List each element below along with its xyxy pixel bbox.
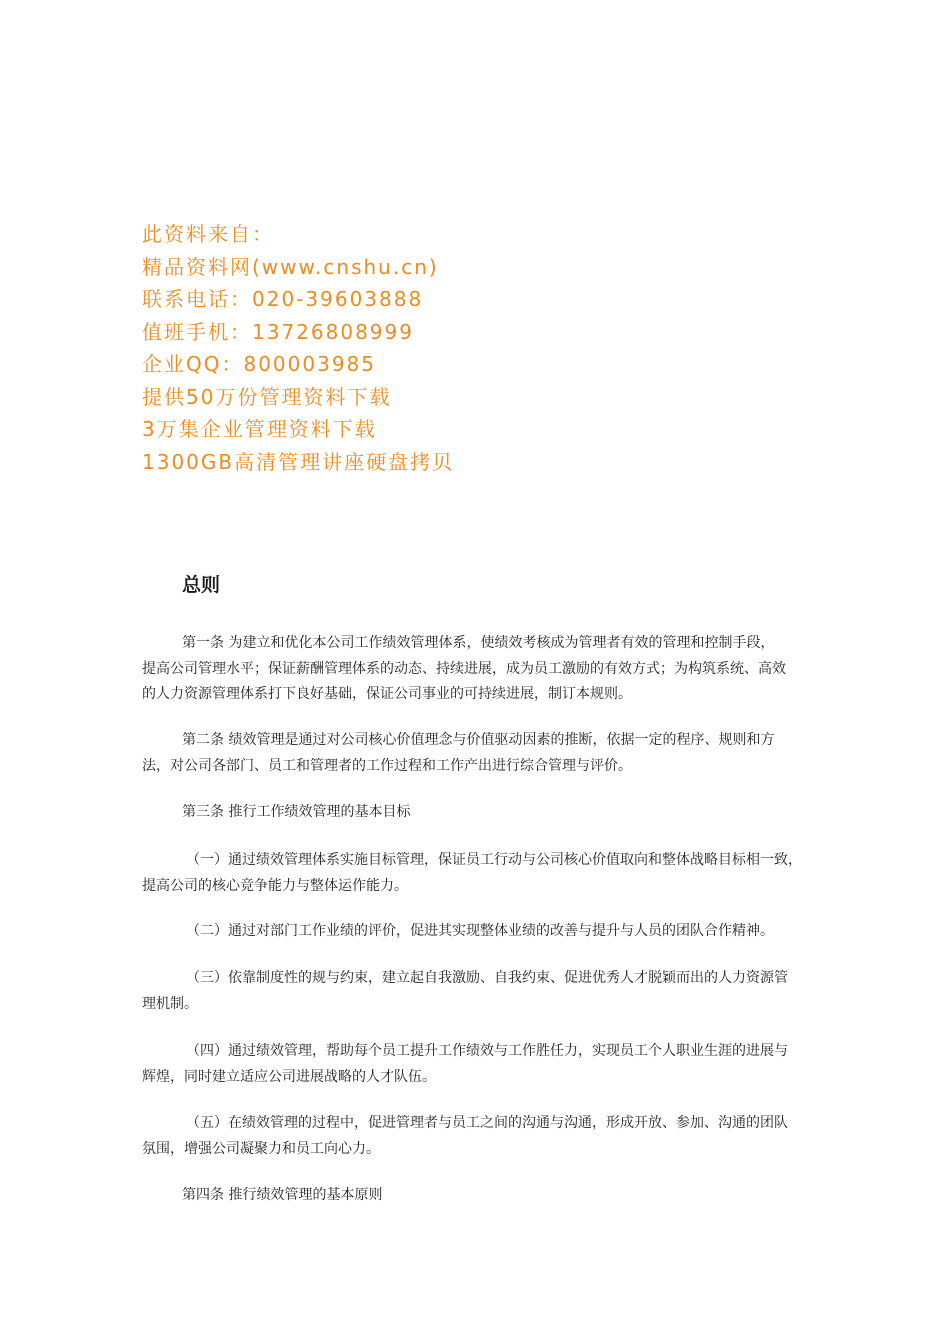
goal-4 [142, 1039, 818, 1090]
goal-5 [142, 1111, 818, 1162]
paragraph-line: 氛围，增强公司凝聚力和员工向心力。 [142, 1140, 380, 1157]
paragraph-line: 辉煌，同时建立适应公司进展战略的人才队伍。 [142, 1068, 436, 1085]
article-1 [142, 631, 818, 708]
paragraph-line: 第三条 推行工作绩效管理的基本目标 [182, 804, 411, 820]
section-title: 总则 [182, 574, 221, 596]
qq-line: 企业QQ：800003985 [142, 352, 377, 376]
phone-line: 联系电话：020-39603888 [142, 287, 424, 311]
paragraph-line: 第四条 推行绩效管理的基本原则 [182, 1187, 383, 1203]
paragraph-line: 的人力资源管理体系打下良好基础，保证公司事业的可持续进展，制订本规则。 [142, 686, 632, 702]
paragraph-line: 第一条 为建立和优化本公司工作绩效管理体系，使绩效考核成为管理者有效的管理和控制手段， [182, 635, 775, 651]
paragraph-line: （三）依靠制度性的规与约束，建立起自我激励、自我约束、促进优秀人才脱颖而出的人力资源管 [186, 970, 788, 986]
paragraph-line: （二）通过对部门工作业绩的评价，促进其实现整体业绩的改善与提升与人员的团队合作精神。 [186, 923, 774, 939]
paragraph-line: 提高公司的核心竞争能力与整体运作能力。 [142, 877, 408, 894]
paragraph-line: 提高公司管理水平；保证薪酬管理体系的动态、持续进展，成为员工激励的有效方式；为构筑系统、高效 [142, 660, 786, 677]
goal-1 [142, 848, 818, 899]
paragraph-line: （一）通过绩效管理体系实施目标管理，保证员工行动与公司核心价值取向和整体战略目标相一致， [186, 852, 802, 868]
source-notice [142, 218, 602, 478]
article-3-heading [142, 800, 818, 826]
article-4-heading [142, 1183, 818, 1209]
offer-line-3: 1300GB高清管理讲座硬盘拷贝 [142, 449, 455, 474]
paragraph-line: （五）在绩效管理的过程中，促进管理者与员工之间的沟通与沟通，形成开放、参加、沟通的团队 [186, 1115, 788, 1131]
source-notice-line: 此资料来自： [142, 222, 274, 246]
paragraph-line: 法，对公司各部门、员工和管理者的工作过程和工作产出进行综合管理与评价。 [142, 757, 632, 774]
article-2 [142, 728, 818, 779]
paragraph-line: （四）通过绩效管理，帮助每个员工提升工作绩效与工作胜任力，实现员工个人职业生涯的进展与 [186, 1043, 788, 1059]
goal-3 [142, 966, 818, 1017]
offer-line-2: 3万集企业管理资料下载 [142, 417, 377, 441]
offer-line-1: 提供50万份管理资料下载 [142, 384, 392, 409]
paragraph-line: 理机制。 [142, 995, 198, 1012]
paragraph-line: 第二条 绩效管理是通过对公司核心价值理念与价值驱动因素的推断，依据一定的程序、规则和方 [182, 732, 775, 748]
website-line: 精品资料网(www.cnshu.cn) [142, 254, 439, 279]
mobile-line: 值班手机：13726808999 [142, 319, 414, 344]
goal-2 [142, 919, 818, 945]
